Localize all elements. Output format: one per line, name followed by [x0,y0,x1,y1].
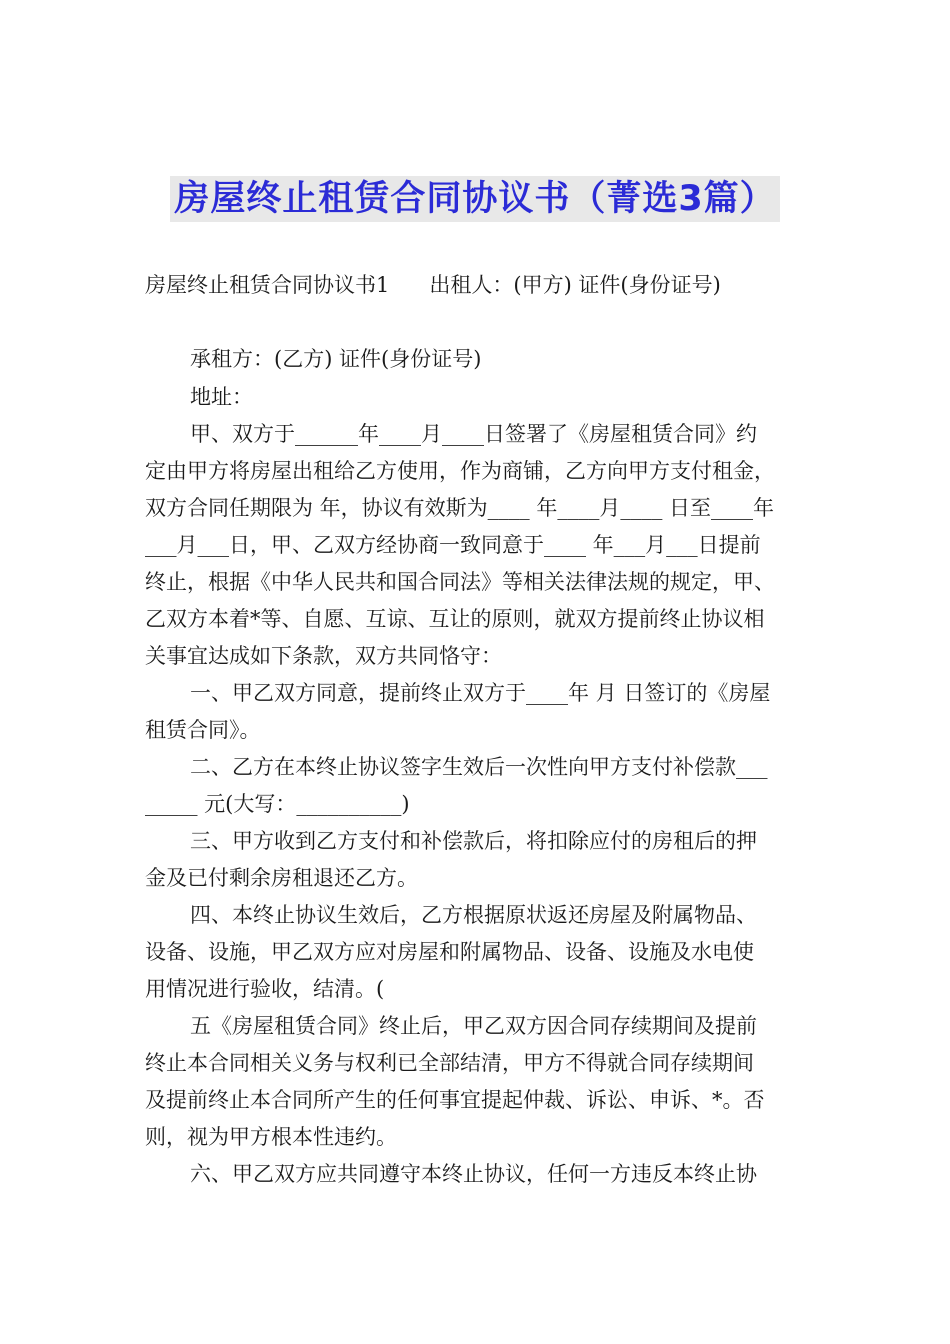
clause-4-line: 设备、设施，甲乙双方应对房屋和附属物品、设备、设施及水电使 [145,940,754,964]
agreement-heading: 房屋终止租赁合同协议书1 [145,273,390,297]
paragraph-line: 关事宜达成如下条款，双方共同恪守： [145,644,502,668]
clause-1-line: 租赁合同》。 [145,718,261,742]
clause-5-line: 则，视为甲方根本性违约。 [145,1125,397,1149]
paragraph-line: 定由甲方将房屋出租给乙方使用，作为商铺，乙方向甲方支付租金， [145,459,775,483]
document-title: 房屋终止租赁合同协议书（菁选3篇） [170,176,779,222]
clause-1-line: 一、甲乙双方同意，提前终止双方于____年 月 日签订的《房屋 [190,681,771,705]
clause-3-line: 金及已付剩余房租退还乙方。 [145,866,418,890]
lessor-line: 出租人：(甲方) 证件(身份证号) [429,273,721,297]
lessee-line: 承租方：(乙方) 证件(身份证号) [190,347,482,371]
paragraph-line: 终止，根据《中华人民共和国合同法》等相关法律法规的规定，甲、 [145,570,775,594]
clause-5-line: 终止本合同相关义务与权利已全部结清，甲方不得就合同存续期间 [145,1051,754,1075]
clause-6-line: 六、甲乙双方应共同遵守本终止协议，任何一方违反本终止协 [190,1162,757,1186]
clause-4-line: 用情况进行验收，结清。( [145,977,385,1001]
paragraph-line: ___月___日，甲、乙双方经协商一致同意于____ 年___月___日提前 [145,533,761,557]
paragraph-line: 甲、双方于______年____月____日签署了《房屋租赁合同》约 [190,422,757,446]
clause-4-line: 四、本终止协议生效后，乙方根据原状返还房屋及附属物品、 [190,903,757,927]
document-title-block [0,176,950,222]
clause-2-line: 二、乙方在本终止协议签字生效后一次性向甲方支付补偿款___ [190,755,768,779]
address-line: 地址： [190,385,253,409]
intro-line [145,266,721,304]
clause-2-line: _____ 元(大写：__________) [145,792,410,816]
clause-3-line: 三、甲方收到乙方支付和补偿款后，将扣除应付的房租后的押 [190,829,757,853]
clause-5-line: 五《房屋租赁合同》终止后，甲乙双方因合同存续期间及提前 [190,1014,757,1038]
clause-5-line: 及提前终止本合同所产生的任何事宜提起仲裁、诉讼、申诉、*。否 [145,1088,765,1112]
paragraph-line: 双方合同任期限为 年，协议有效斯为____ 年____月____ 日至____年 [145,496,775,520]
paragraph-line: 乙双方本着*等、自愿、互谅、互让的原则，就双方提前终止协议相 [145,607,765,631]
